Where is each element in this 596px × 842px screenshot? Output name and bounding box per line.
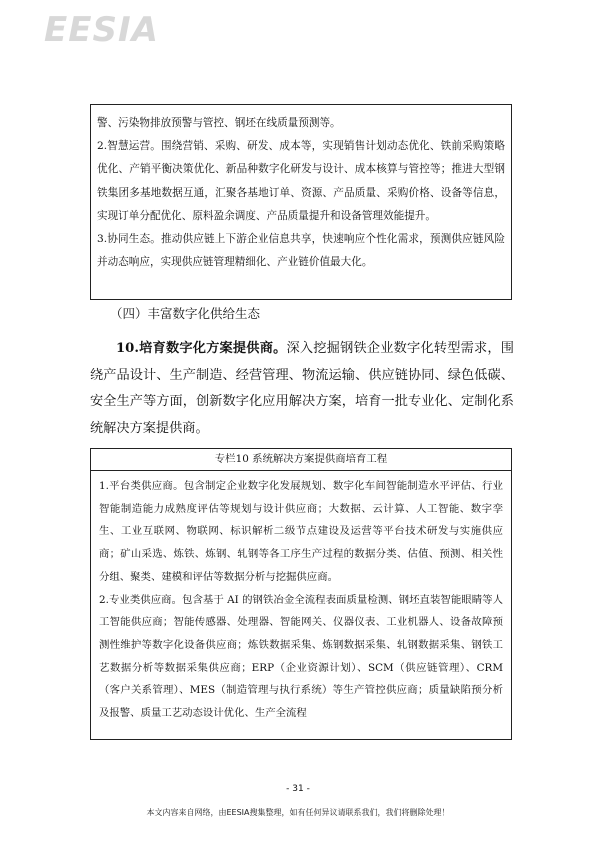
section-heading: （四）丰富数字化供给生态 (110, 306, 261, 321)
body-paragraph (90, 336, 514, 442)
box1-paragraph-2: 2.智慧运营。围绕营销、采购、研发、成本等，实现销售计划动态优化、铁前采购策略优化、产销平衡决策优化、新品种数字化研发与设计、成本核算与管控等；推进大型钢铁集团多基地数据互通，汇聚各基地订单、资源、产品质量、采购价格、设备等信息，实现订单分配优化、原料盈余调度、产品质量提升和设备管理效能提升。 (97, 140, 505, 222)
paragraph-text: 深入挖掘钢铁企业数字化转型需求，围绕产品设计、生产制造、经营管理、物流运输、供应链协同、绿色低碳、安全生产等方面，创新数字化应用解决方案，培育一批专业化、定制化系统解决方案提供商。 (90, 341, 514, 436)
box1-paragraph-3: 3.协同生态。推动供应链上下游企业信息共享，快速响应个性化需求，预测供应链风险并动态响应，实现供应链管理精细化、产业链价值最大化。 (97, 233, 505, 269)
column-title: 专栏10 系统解决方案提供商培育工程 (91, 449, 511, 471)
box2-paragraph-2: 2.专业类供应商。包含基于 AI 的钢铁冶金全流程表面质量检测、钢坯直装智能眼睛等人工智能供应商；智能传感器、处理器、智能网关、仪器仪表、工业机器人、设备故障预测性维护等数字化设备供应商；炼铁数据采集、炼钢数据采集、轧钢数据采集、钢铁工艺数据分析等数据采集供应商；ERP（企业资源计划）、SCM（供应链管理）、CRM（客户关系管理）、MES（制造管理与执行系统）等生产管控供应商；质量缺陷预分析及报警、质量工艺动态设计优化、生产全流程 (99, 593, 503, 720)
highlight-box-top (90, 104, 512, 300)
paragraph-lead: 10.培育数字化方案提供商。 (116, 341, 287, 356)
watermark-logo: EESIA (44, 10, 159, 50)
column-box-10 (90, 448, 512, 740)
box2-paragraph-1: 1.平台类供应商。包含制定企业数字化发展规划、数字化车间智能制造水平评估、行业智能制造能力成熟度评估等规划与设计供应商；大数据、云计算、人工智能、数字孪生、工业互联网、物联网、标识解析二级节点建设及运营等平台技术研发与实施供应商；矿山采选、炼铁、炼钢、轧钢等各工序生产过程的数据分类、估值、预测、相关性分组、聚类、建模和评估等数据分析与挖掘供应商。 (99, 480, 503, 583)
page-number: - 31 - (286, 784, 310, 794)
box1-paragraph-1: 警、污染物排放预警与管控、钢坯在线质量预测等。 (97, 117, 341, 129)
footer-disclaimer: 本文内容来自网络，由EESIA搜集整理，如有任何异议请联系我们，我们将删除处理！ (146, 808, 450, 817)
